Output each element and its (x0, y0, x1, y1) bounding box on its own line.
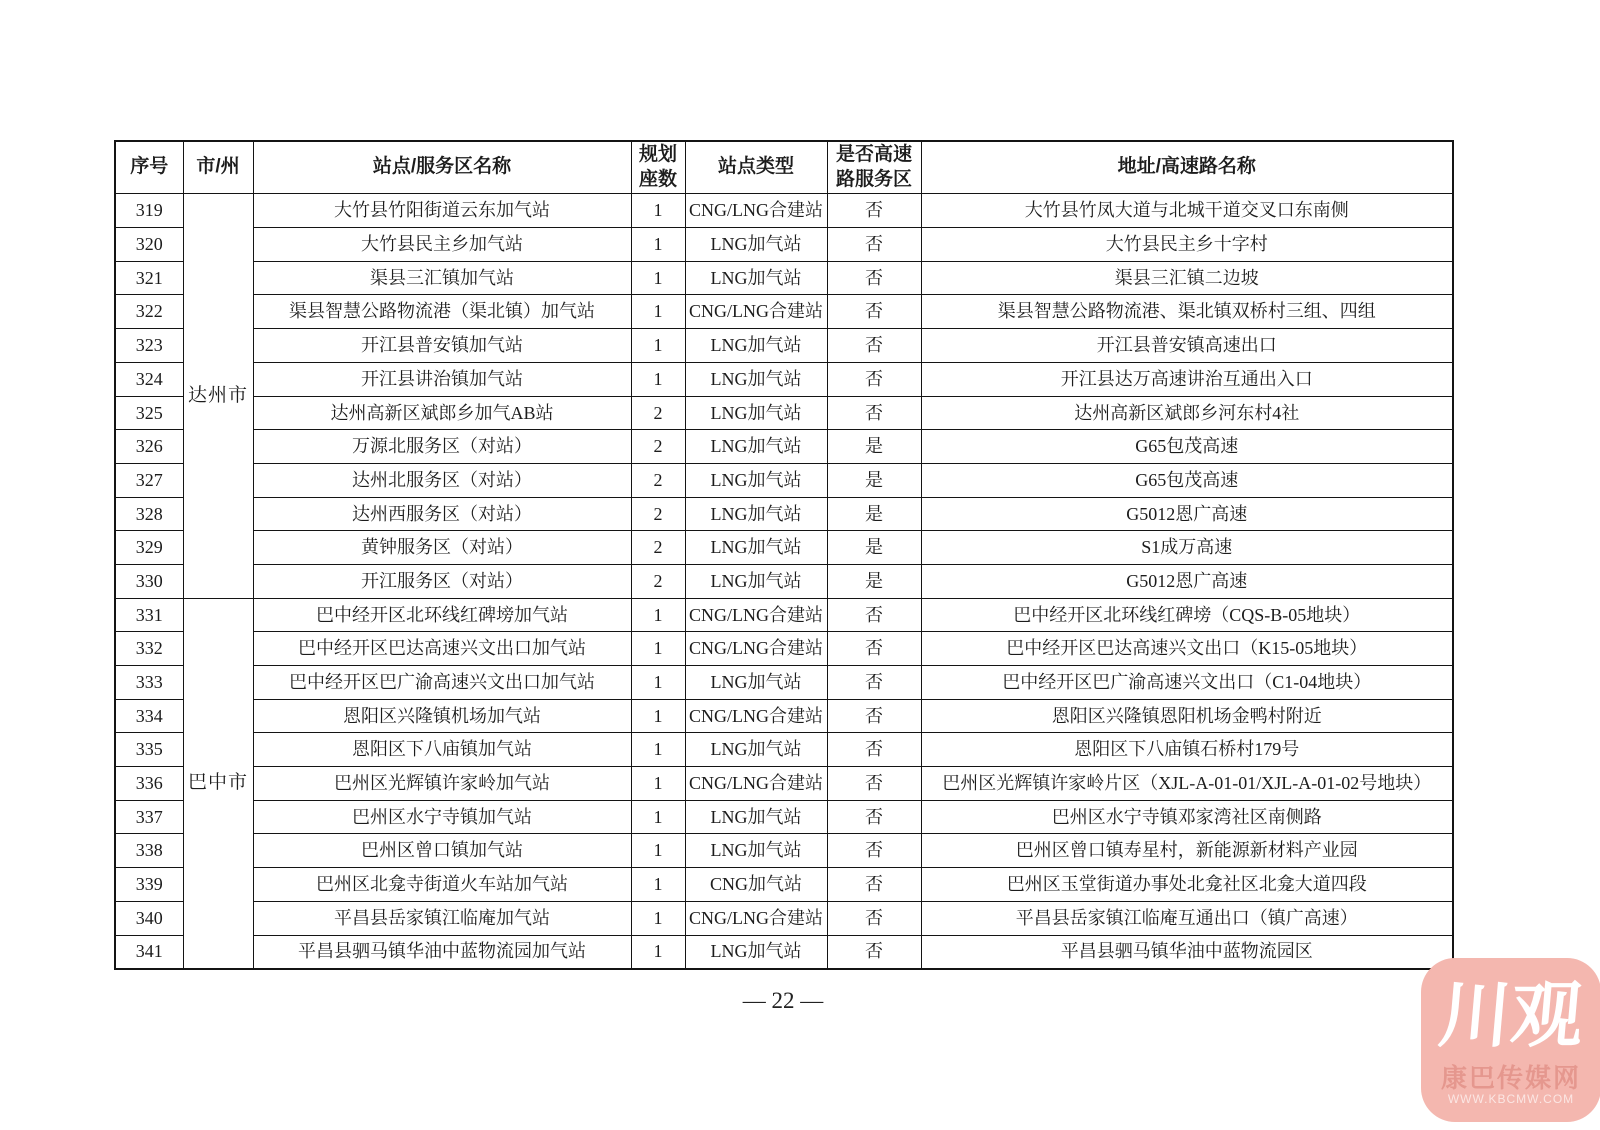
seats-cell: 1 (631, 261, 685, 295)
seats-cell: 1 (631, 194, 685, 228)
table-row (115, 329, 1453, 363)
address-cell: 巴中经开区巴广渝高速兴文出口（C1-04地块） (921, 666, 1453, 700)
address-cell: 巴州区曾口镇寿星村，新能源新材料产业园 (921, 834, 1453, 868)
city-cell: 达州市 (183, 194, 253, 598)
table-row (115, 497, 1453, 531)
seats-cell: 1 (631, 767, 685, 801)
highway-flag-cell: 是 (827, 497, 921, 531)
row-no-cell: 340 (115, 901, 183, 935)
seats-cell: 1 (631, 733, 685, 767)
column-header-address: 地址/高速路名称 (921, 141, 1453, 194)
row-no-cell: 329 (115, 531, 183, 565)
table-row (115, 733, 1453, 767)
watermark-subtitle: 康巴传媒网 (1440, 1064, 1581, 1093)
station-name-cell: 巴中经开区北环线红碑塝加气站 (253, 598, 631, 632)
type-cell: CNG/LNG合建站 (685, 598, 827, 632)
station-name-cell: 达州高新区斌郎乡加气AB站 (253, 396, 631, 430)
seats-cell: 1 (631, 598, 685, 632)
row-no-cell: 323 (115, 329, 183, 363)
seats-cell: 2 (631, 463, 685, 497)
station-table (114, 140, 1454, 970)
table-row (115, 901, 1453, 935)
seats-cell: 1 (631, 834, 685, 868)
highway-flag-cell: 是 (827, 463, 921, 497)
station-name-cell: 达州北服务区（对站） (253, 463, 631, 497)
station-table-header (115, 141, 1453, 194)
type-cell: LNG加气站 (685, 800, 827, 834)
station-name-cell: 大竹县竹阳街道云东加气站 (253, 194, 631, 228)
row-no-cell: 322 (115, 295, 183, 329)
station-name-cell: 巴中经开区巴广渝高速兴文出口加气站 (253, 666, 631, 700)
highway-flag-cell: 是 (827, 531, 921, 565)
highway-flag-cell: 否 (827, 834, 921, 868)
row-no-cell: 337 (115, 800, 183, 834)
table-row (115, 800, 1453, 834)
station-name-cell: 巴州区曾口镇加气站 (253, 834, 631, 868)
station-name-cell: 巴州区水宁寺镇加气站 (253, 800, 631, 834)
row-no-cell: 341 (115, 935, 183, 969)
seats-cell: 1 (631, 329, 685, 363)
column-header-name: 站点/服务区名称 (253, 141, 631, 194)
highway-flag-cell: 否 (827, 598, 921, 632)
station-name-cell: 开江县普安镇加气站 (253, 329, 631, 363)
seats-cell: 2 (631, 396, 685, 430)
highway-flag-cell: 否 (827, 632, 921, 666)
highway-flag-cell: 否 (827, 666, 921, 700)
page-number: — 22 — (742, 988, 824, 1013)
station-name-cell: 巴州区北龛寺街道火车站加气站 (253, 868, 631, 902)
seats-cell: 1 (631, 868, 685, 902)
station-name-cell: 巴州区光辉镇许家岭加气站 (253, 767, 631, 801)
table-row (115, 666, 1453, 700)
address-cell: G5012恩广高速 (921, 564, 1453, 598)
type-cell: LNG加气站 (685, 935, 827, 969)
seats-cell: 1 (631, 935, 685, 969)
address-cell: 开江县达万高速讲治互通出入口 (921, 362, 1453, 396)
address-cell: 大竹县民主乡十字村 (921, 228, 1453, 262)
seats-cell: 1 (631, 800, 685, 834)
row-no-cell: 330 (115, 564, 183, 598)
row-no-cell: 327 (115, 463, 183, 497)
table-row (115, 531, 1453, 565)
highway-flag-cell: 否 (827, 362, 921, 396)
row-no-cell: 326 (115, 430, 183, 464)
column-header-seats: 规划座数 (631, 141, 685, 194)
row-no-cell: 338 (115, 834, 183, 868)
row-no-cell: 332 (115, 632, 183, 666)
highway-flag-cell: 否 (827, 261, 921, 295)
table-row (115, 228, 1453, 262)
address-cell: 巴州区水宁寺镇邓家湾社区南侧路 (921, 800, 1453, 834)
seats-cell: 1 (631, 901, 685, 935)
type-cell: LNG加气站 (685, 228, 827, 262)
highway-flag-cell: 否 (827, 228, 921, 262)
type-cell: LNG加气站 (685, 261, 827, 295)
type-cell: CNG加气站 (685, 868, 827, 902)
row-no-cell: 320 (115, 228, 183, 262)
table-row (115, 463, 1453, 497)
type-cell: LNG加气站 (685, 463, 827, 497)
highway-flag-cell: 否 (827, 396, 921, 430)
address-cell: 达州高新区斌郎乡河东村4社 (921, 396, 1453, 430)
row-no-cell: 339 (115, 868, 183, 902)
row-no-cell: 335 (115, 733, 183, 767)
type-cell: CNG/LNG合建站 (685, 699, 827, 733)
table-row (115, 261, 1453, 295)
address-cell: 平昌县驷马镇华油中蓝物流园区 (921, 935, 1453, 969)
address-cell: G65包茂高速 (921, 430, 1453, 464)
type-cell: LNG加气站 (685, 430, 827, 464)
row-no-cell: 336 (115, 767, 183, 801)
table-row (115, 699, 1453, 733)
address-cell: 巴州区玉堂街道办事处北龛社区北龛大道四段 (921, 868, 1453, 902)
station-name-cell: 渠县智慧公路物流港（渠北镇）加气站 (253, 295, 631, 329)
row-no-cell: 325 (115, 396, 183, 430)
station-table-body (115, 194, 1453, 969)
table-row (115, 430, 1453, 464)
address-cell: 大竹县竹凤大道与北城干道交叉口东南侧 (921, 194, 1453, 228)
station-name-cell: 达州西服务区（对站） (253, 497, 631, 531)
seats-cell: 2 (631, 430, 685, 464)
station-name-cell: 黄钟服务区（对站） (253, 531, 631, 565)
seats-cell: 1 (631, 632, 685, 666)
table-row (115, 834, 1453, 868)
highway-flag-cell: 否 (827, 295, 921, 329)
watermark-url: WWW.KBCMW.COM (1447, 1092, 1575, 1106)
highway-flag-cell: 否 (827, 767, 921, 801)
column-header-highway: 是否高速路服务区 (827, 141, 921, 194)
type-cell: CNG/LNG合建站 (685, 295, 827, 329)
seats-cell: 2 (631, 497, 685, 531)
column-header-type: 站点类型 (685, 141, 827, 194)
highway-flag-cell: 否 (827, 329, 921, 363)
type-cell: LNG加气站 (685, 329, 827, 363)
column-header-no: 序号 (115, 141, 183, 194)
type-cell: LNG加气站 (685, 834, 827, 868)
highway-flag-cell: 否 (827, 699, 921, 733)
address-cell: 巴州区光辉镇许家岭片区（XJL-A-01-01/XJL-A-01-02号地块） (921, 767, 1453, 801)
address-cell: 渠县智慧公路物流港、渠北镇双桥村三组、四组 (921, 295, 1453, 329)
city-cell: 巴中市 (183, 598, 253, 969)
highway-flag-cell: 否 (827, 901, 921, 935)
station-name-cell: 恩阳区下八庙镇加气站 (253, 733, 631, 767)
highway-flag-cell: 否 (827, 194, 921, 228)
type-cell: LNG加气站 (685, 666, 827, 700)
seats-cell: 1 (631, 295, 685, 329)
table-row (115, 564, 1453, 598)
table-row (115, 632, 1453, 666)
address-cell: 恩阳区兴隆镇恩阳机场金鸭村附近 (921, 699, 1453, 733)
highway-flag-cell: 否 (827, 800, 921, 834)
type-cell: CNG/LNG合建站 (685, 767, 827, 801)
type-cell: LNG加气站 (685, 733, 827, 767)
type-cell: LNG加气站 (685, 362, 827, 396)
table-row (115, 868, 1453, 902)
highway-flag-cell: 否 (827, 733, 921, 767)
seats-cell: 1 (631, 228, 685, 262)
watermark-badge (1421, 958, 1600, 1122)
seats-cell: 2 (631, 564, 685, 598)
station-name-cell: 大竹县民主乡加气站 (253, 228, 631, 262)
watermark-logo-text: 川观 (1435, 976, 1587, 1056)
type-cell: LNG加气站 (685, 564, 827, 598)
table-row (115, 362, 1453, 396)
address-cell: 开江县普安镇高速出口 (921, 329, 1453, 363)
row-no-cell: 324 (115, 362, 183, 396)
highway-flag-cell: 否 (827, 935, 921, 969)
seats-cell: 2 (631, 531, 685, 565)
table-row (115, 295, 1453, 329)
row-no-cell: 319 (115, 194, 183, 228)
table-row (115, 598, 1453, 632)
station-name-cell: 恩阳区兴隆镇机场加气站 (253, 699, 631, 733)
table-row (115, 767, 1453, 801)
type-cell: CNG/LNG合建站 (685, 901, 827, 935)
type-cell: LNG加气站 (685, 396, 827, 430)
station-name-cell: 平昌县驷马镇华油中蓝物流园加气站 (253, 935, 631, 969)
address-cell: G65包茂高速 (921, 463, 1453, 497)
type-cell: LNG加气站 (685, 497, 827, 531)
seats-cell: 1 (631, 666, 685, 700)
station-name-cell: 开江服务区（对站） (253, 564, 631, 598)
type-cell: CNG/LNG合建站 (685, 632, 827, 666)
row-no-cell: 333 (115, 666, 183, 700)
station-name-cell: 开江县讲治镇加气站 (253, 362, 631, 396)
address-cell: 巴中经开区北环线红碑塝（CQS-B-05地块） (921, 598, 1453, 632)
table-row (115, 194, 1453, 228)
highway-flag-cell: 是 (827, 430, 921, 464)
address-cell: S1成万高速 (921, 531, 1453, 565)
station-name-cell: 巴中经开区巴达高速兴文出口加气站 (253, 632, 631, 666)
table-row (115, 935, 1453, 969)
row-no-cell: 334 (115, 699, 183, 733)
header-row (115, 141, 1453, 194)
seats-cell: 1 (631, 362, 685, 396)
station-name-cell: 万源北服务区（对站） (253, 430, 631, 464)
station-name-cell: 渠县三汇镇加气站 (253, 261, 631, 295)
address-cell: 平昌县岳家镇江临庵互通出口（镇广高速） (921, 901, 1453, 935)
address-cell: 巴中经开区巴达高速兴文出口（K15-05地块） (921, 632, 1453, 666)
highway-flag-cell: 是 (827, 564, 921, 598)
column-header-city: 市/州 (183, 141, 253, 194)
address-cell: 渠县三汇镇二边坡 (921, 261, 1453, 295)
row-no-cell: 328 (115, 497, 183, 531)
address-cell: G5012恩广高速 (921, 497, 1453, 531)
row-no-cell: 331 (115, 598, 183, 632)
type-cell: CNG/LNG合建站 (685, 194, 827, 228)
address-cell: 恩阳区下八庙镇石桥村179号 (921, 733, 1453, 767)
table-row (115, 396, 1453, 430)
station-name-cell: 平昌县岳家镇江临庵加气站 (253, 901, 631, 935)
seats-cell: 1 (631, 699, 685, 733)
highway-flag-cell: 否 (827, 868, 921, 902)
row-no-cell: 321 (115, 261, 183, 295)
type-cell: LNG加气站 (685, 531, 827, 565)
